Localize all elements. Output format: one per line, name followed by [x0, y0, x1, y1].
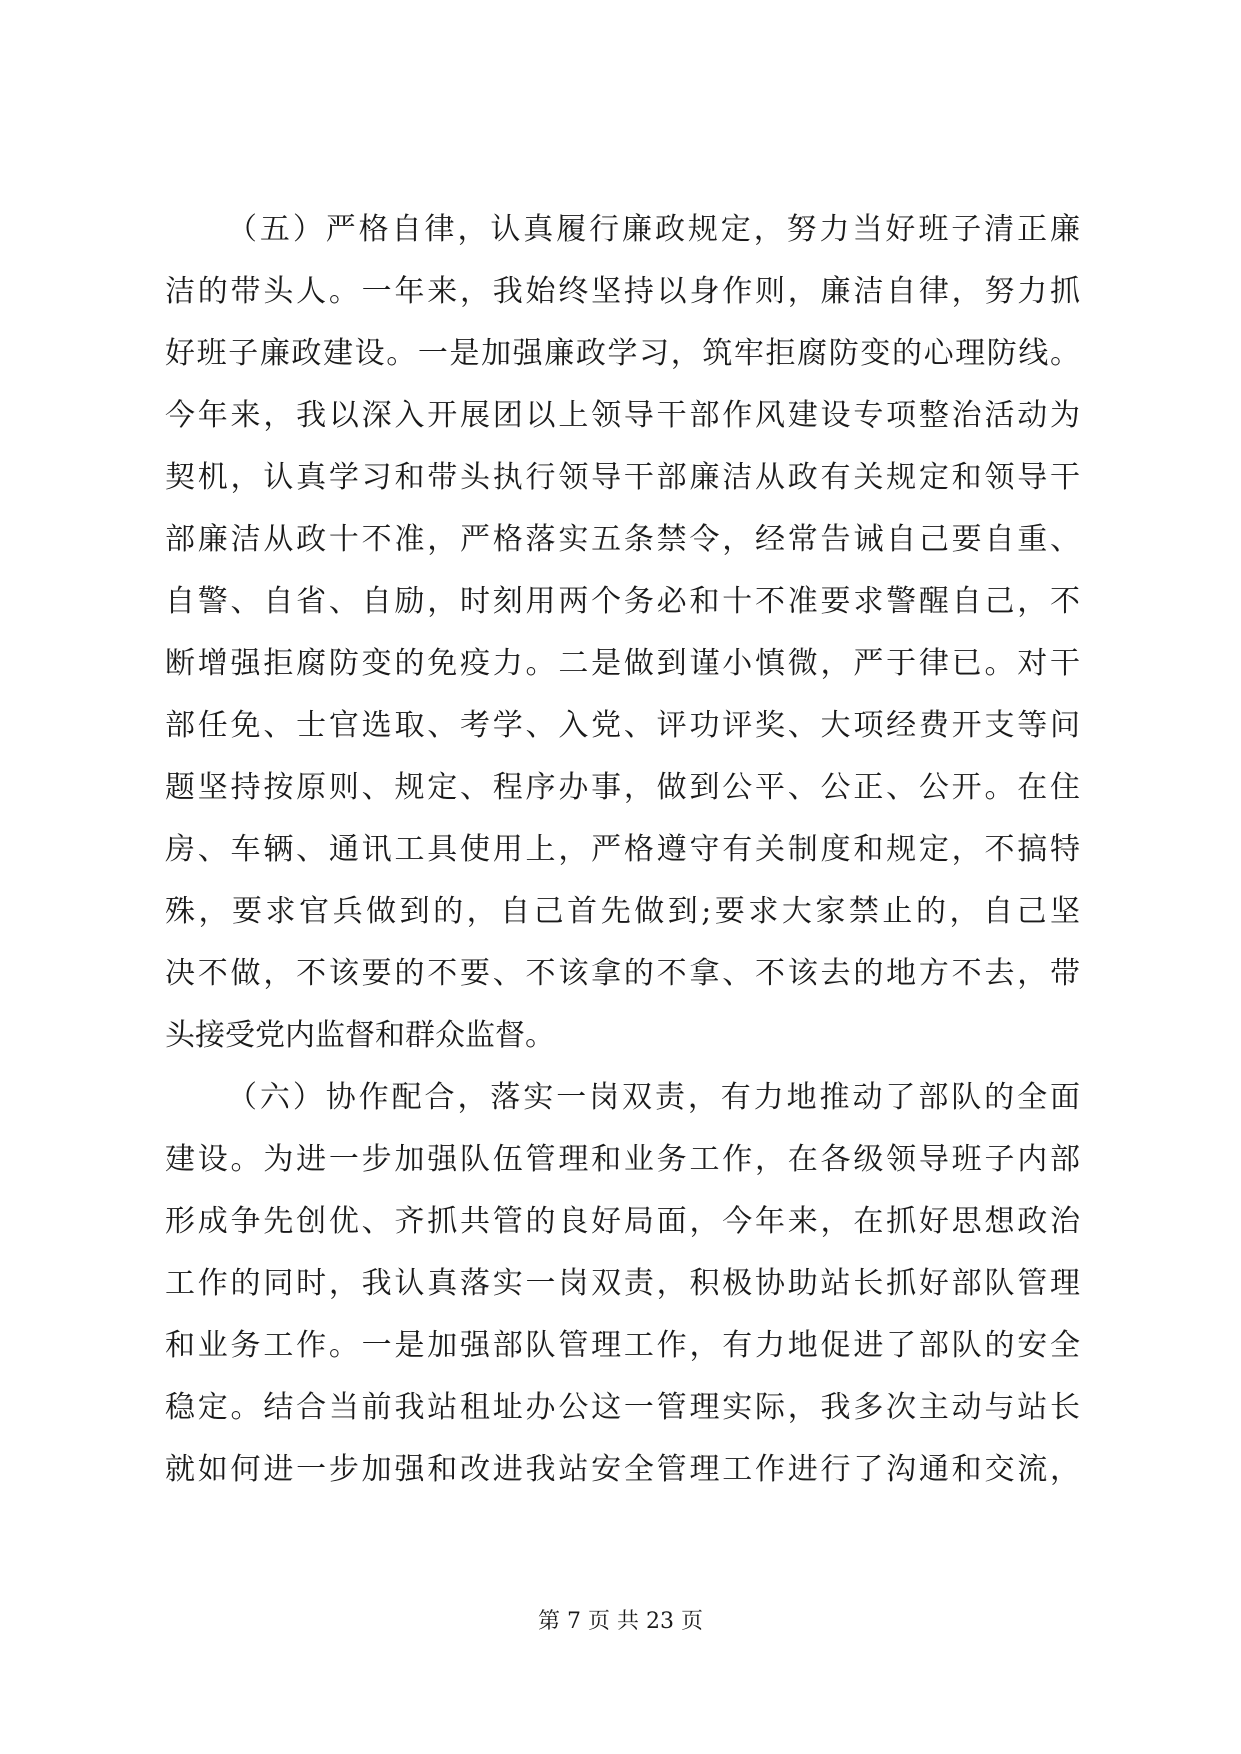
paragraph-line: （五）严格自律，认真履行廉政规定，努力当好班子清正廉	[227, 212, 1080, 247]
paragraph-line: 工作的同时，我认真落实一岗双责，积极协助站长抓好部队管理	[165, 1266, 1080, 1301]
paragraph-line: 题坚持按原则、规定、程序办事，做到公平、公正、公开。在住	[165, 770, 1080, 805]
paragraph-line: （六）协作配合，落实一岗双责，有力地推动了部队的全面	[227, 1080, 1080, 1115]
paragraph-line: 建设。为进一步加强队伍管理和业务工作，在各级领导班子内部	[165, 1142, 1080, 1177]
paragraph-line: 自警、自省、自励，时刻用两个务必和十不准要求警醒自己，不	[165, 584, 1080, 619]
paragraph-line: 殊，要求官兵做到的，自己首先做到;要求大家禁止的，自己坚	[165, 894, 1080, 929]
paragraph-line: 就如何进一步加强和改进我站安全管理工作进行了沟通和交流，	[165, 1452, 1080, 1487]
paragraph-line: 稳定。结合当前我站租址办公这一管理实际，我多次主动与站长	[165, 1390, 1080, 1425]
paragraph-6-cooperation	[165, 1067, 1080, 1501]
paragraph-line: 部廉洁从政十不准，严格落实五条禁令，经常告诫自己要自重、	[165, 522, 1080, 557]
page-number-footer: 第 7 页 共 23 页	[538, 1609, 703, 1634]
paragraph-5-discipline	[165, 199, 1080, 1067]
paragraph-line: 部任免、士官选取、考学、入党、评功评奖、大项经费开支等问	[165, 708, 1080, 743]
paragraph-line: 今年来，我以深入开展团以上领导干部作风建设专项整治活动为	[165, 398, 1080, 433]
paragraph-line: 断增强拒腐防变的免疫力。二是做到谨小慎微，严于律已。对干	[165, 646, 1080, 681]
paragraph-line: 好班子廉政建设。一是加强廉政学习，筑牢拒腐防变的心理防线。	[165, 336, 1080, 371]
paragraph-line: 洁的带头人。一年来，我始终坚持以身作则，廉洁自律，努力抓	[165, 274, 1080, 309]
paragraph-line: 形成争先创优、齐抓共管的良好局面，今年来，在抓好思想政治	[165, 1204, 1080, 1239]
paragraph-line: 头接受党内监督和群众监督。	[165, 1018, 555, 1053]
paragraph-line: 契机，认真学习和带头执行领导干部廉洁从政有关规定和领导干	[165, 460, 1080, 495]
paragraph-line: 房、车辆、通讯工具使用上，严格遵守有关制度和规定，不搞特	[165, 832, 1080, 867]
paragraph-line: 决不做，不该要的不要、不该拿的不拿、不该去的地方不去，带	[165, 956, 1080, 991]
paragraph-line: 和业务工作。一是加强部队管理工作，有力地促进了部队的安全	[165, 1328, 1080, 1363]
